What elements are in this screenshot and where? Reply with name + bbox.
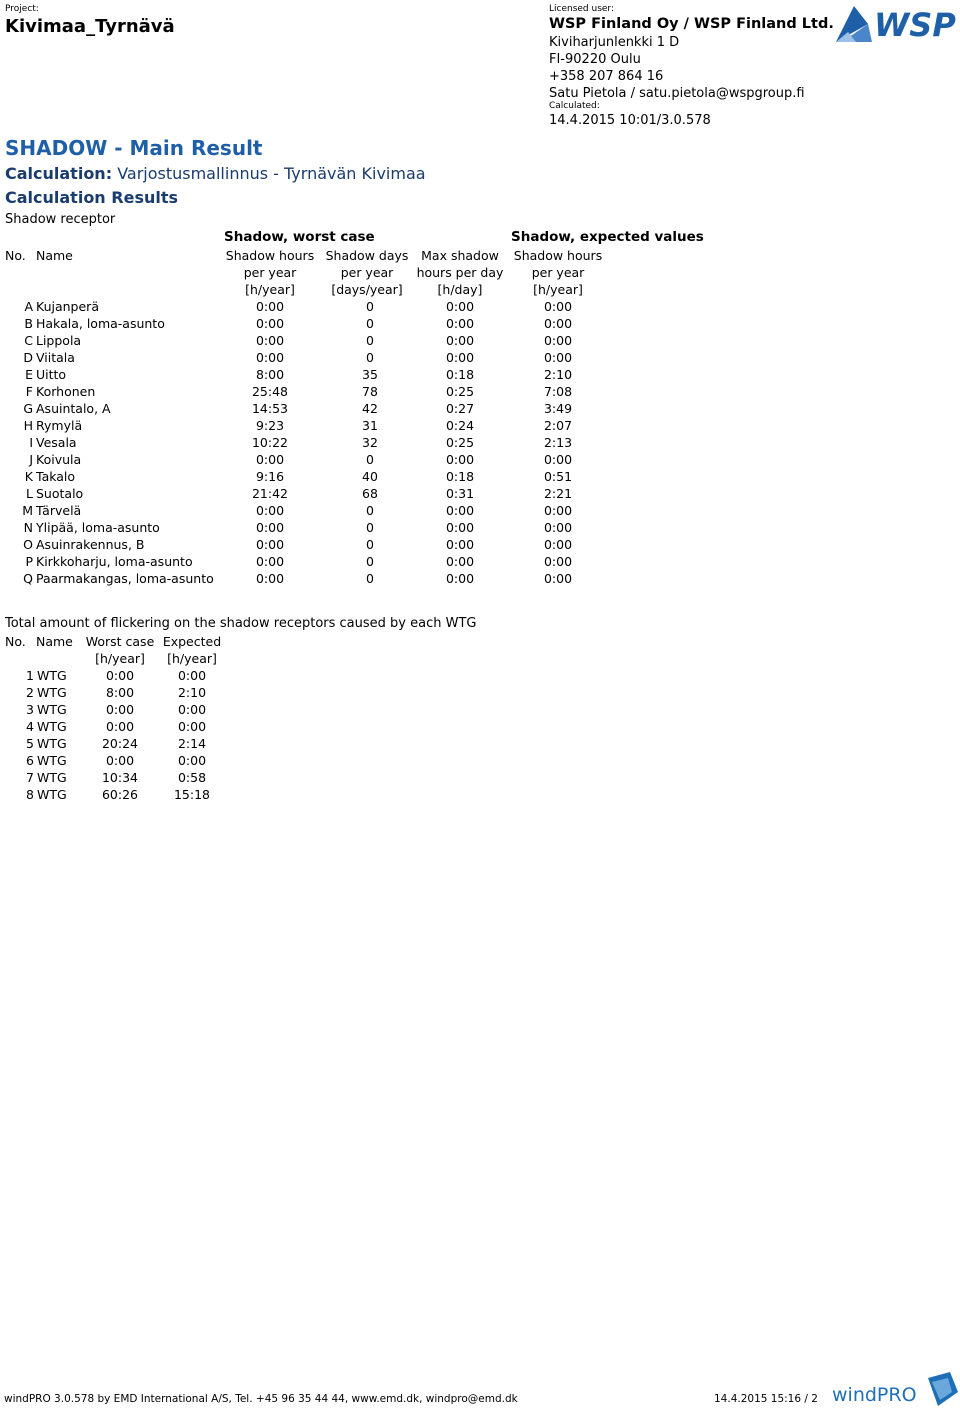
wtg-name: WTG — [37, 685, 67, 700]
table-row — [0, 332, 960, 349]
wtg-no: 8 — [26, 787, 34, 802]
receptor-name: Kirkkoharju, loma-asunto — [36, 554, 193, 569]
receptor-no: L — [26, 486, 33, 501]
receptor-name: Rymylä — [36, 418, 83, 433]
col-name-header: Name — [36, 248, 73, 263]
shadow-hours: 14:53 — [251, 401, 289, 416]
wtg-table-header — [0, 633, 400, 650]
shadow-days: 0 — [366, 452, 374, 467]
shadow-hours: 0:00 — [255, 350, 285, 365]
table-row — [0, 434, 960, 451]
shadow-days: 0 — [366, 299, 374, 314]
expected-hours: 0:00 — [543, 571, 573, 586]
col-days-header-2: per year — [340, 265, 394, 280]
calculation-line — [5, 164, 426, 183]
table-row — [0, 786, 400, 803]
wtg-name: WTG — [37, 770, 67, 785]
receptor-name: Korhonen — [36, 384, 96, 399]
receptor-name: Viitala — [36, 350, 75, 365]
table-row — [0, 451, 960, 468]
receptor-no: D — [23, 350, 33, 365]
receptor-name: Koivula — [36, 452, 82, 467]
wtg-no: 2 — [26, 685, 34, 700]
receptor-no: O — [23, 537, 33, 552]
max-shadow: 0:00 — [445, 333, 475, 348]
max-shadow: 0:00 — [445, 503, 475, 518]
wtg-no: 5 — [26, 736, 34, 751]
receptor-name: Vesala — [36, 435, 77, 450]
expected-hours: 0:00 — [543, 452, 573, 467]
results-heading: Calculation Results — [5, 188, 179, 207]
footer-right: 14.4.2015 15:16 / 2 — [714, 1393, 818, 1405]
max-shadow: 0:25 — [445, 435, 475, 450]
receptor-name: Asuintalo, A — [36, 401, 111, 416]
shadow-hours: 0:00 — [255, 537, 285, 552]
wtg-expected: 0:00 — [177, 719, 207, 734]
wtg-name: WTG — [37, 702, 67, 717]
table-row — [0, 667, 400, 684]
receptor-name: Hakala, loma-asunto — [36, 316, 165, 331]
receptor-name: Takalo — [36, 469, 76, 484]
expected-hours: 2:13 — [543, 435, 573, 450]
table-row — [0, 519, 960, 536]
shadow-days: 0 — [366, 554, 374, 569]
wtg-worst: 60:26 — [101, 787, 139, 802]
wtg-name: WTG — [37, 736, 67, 751]
shadow-days: 0 — [366, 503, 374, 518]
project-name: Kivimaa_Tyrnävä — [5, 16, 175, 37]
expected-hours: 2:07 — [543, 418, 573, 433]
expected-hours: 0:00 — [543, 350, 573, 365]
receptor-name: Tärvelä — [36, 503, 82, 518]
receptor-no: J — [29, 452, 33, 467]
licensed-label: Licensed user: — [549, 4, 615, 14]
calculation-name: Varjostusmallinnus - Tyrnävän Kivimaa — [117, 164, 426, 183]
shadow-days: 32 — [362, 435, 378, 450]
shadow-hours: 9:23 — [255, 418, 285, 433]
wtg-name: WTG — [37, 719, 67, 734]
table-row — [0, 553, 960, 570]
wtg-expected: 0:58 — [177, 770, 207, 785]
wtg-worst: 0:00 — [105, 702, 135, 717]
max-shadow: 0:00 — [445, 520, 475, 535]
receptor-no: A — [24, 299, 33, 314]
footer-left: windPRO 3.0.578 by EMD International A/S, Tel. +45 96 35 44 44, www.emd.dk, windpro@emd.dk — [4, 1393, 518, 1405]
receptor-no: H — [23, 418, 33, 433]
phone: +358 207 864 16 — [549, 69, 664, 84]
table-row — [0, 718, 400, 735]
table-row — [0, 502, 960, 519]
col-days-header-1: Shadow days — [325, 248, 409, 263]
expected-hours: 3:49 — [543, 401, 573, 416]
expected-hours: 7:08 — [543, 384, 573, 399]
wtg-expected: 0:00 — [177, 753, 207, 768]
wsp-logo-text: WSP — [874, 6, 956, 44]
col-hours-header-1: Shadow hours — [225, 248, 315, 263]
wtg-no: 7 — [26, 770, 34, 785]
project-label: Project: — [5, 4, 39, 14]
receptor-name: Uitto — [36, 367, 67, 382]
shadow-hours: 25:48 — [251, 384, 289, 399]
max-shadow: 0:00 — [445, 452, 475, 467]
shadow-days: 0 — [366, 350, 374, 365]
shadow-days: 0 — [366, 571, 374, 586]
wtg-heading: Total amount of flickering on the shadow receptors caused by each WTG — [5, 616, 477, 631]
shadow-hours: 10:22 — [251, 435, 289, 450]
receptor-no: K — [24, 469, 33, 484]
calculated-label: Calculated: — [549, 101, 600, 111]
shadow-hours: 8:00 — [255, 367, 285, 382]
max-shadow: 0:00 — [445, 350, 475, 365]
receptor-no: G — [23, 401, 33, 416]
wtg-worst: 20:24 — [101, 736, 139, 751]
max-shadow: 0:00 — [445, 316, 475, 331]
col-max-header-1: Max shadow — [421, 248, 499, 263]
expected-hours: 0:00 — [543, 520, 573, 535]
shadow-days: 0 — [366, 520, 374, 535]
expected-hours: 0:00 — [543, 316, 573, 331]
col-no-header: No. — [5, 248, 26, 263]
address-line-1: Kiviharjunlenkki 1 D — [549, 35, 680, 50]
wtg-col-expected-header: Expected — [162, 634, 222, 649]
expected-hours: 2:10 — [543, 367, 573, 382]
max-shadow: 0:18 — [445, 367, 475, 382]
wtg-col-worst-header: Worst case — [85, 634, 155, 649]
shadow-days: 78 — [362, 384, 378, 399]
shadow-hours: 21:42 — [251, 486, 289, 501]
receptor-no: E — [25, 367, 33, 382]
wsp-logo — [834, 4, 956, 44]
receptor-name: Asuinrakennus, B — [36, 537, 145, 552]
expected-hours: 0:00 — [543, 537, 573, 552]
calculated-value: 14.4.2015 10:01/3.0.578 — [549, 113, 711, 128]
wtg-no: 1 — [26, 668, 34, 683]
shadow-days: 68 — [362, 486, 378, 501]
col-max-unit: [h/day] — [437, 282, 483, 297]
max-shadow: 0:31 — [445, 486, 475, 501]
max-shadow: 0:18 — [445, 469, 475, 484]
max-shadow: 0:00 — [445, 571, 475, 586]
max-shadow: 0:00 — [445, 537, 475, 552]
max-shadow: 0:25 — [445, 384, 475, 399]
receptor-no: P — [25, 554, 33, 569]
wtg-worst: 0:00 — [105, 719, 135, 734]
wtg-no: 6 — [26, 753, 34, 768]
wtg-expected: 2:10 — [177, 685, 207, 700]
receptor-name: Kujanperä — [36, 299, 99, 314]
shadow-hours: 9:16 — [255, 469, 285, 484]
max-shadow: 0:00 — [445, 299, 475, 314]
shadow-hours: 0:00 — [255, 333, 285, 348]
shadow-days: 0 — [366, 316, 374, 331]
company-name: WSP Finland Oy / WSP Finland Ltd. — [549, 16, 834, 32]
wtg-expected: 2:14 — [177, 736, 207, 751]
contact: Satu Pietola / satu.pietola@wspgroup.fi — [549, 86, 805, 101]
table-row — [0, 417, 960, 434]
table-row — [0, 315, 960, 332]
wtg-worst: 10:34 — [101, 770, 139, 785]
receptor-no: N — [23, 520, 33, 535]
receptor-no: B — [24, 316, 33, 331]
receptor-no: C — [24, 333, 33, 348]
receptor-no: Q — [23, 571, 33, 586]
table-row — [0, 366, 960, 383]
shadow-days: 31 — [362, 418, 378, 433]
shadow-hours: 0:00 — [255, 452, 285, 467]
table-row — [0, 349, 960, 366]
shadow-days: 35 — [362, 367, 378, 382]
main-title: SHADOW - Main Result — [5, 136, 263, 160]
table-row — [0, 468, 960, 485]
max-shadow: 0:24 — [445, 418, 475, 433]
wtg-table-units — [0, 650, 400, 667]
wtg-worst: 0:00 — [105, 668, 135, 683]
wtg-no: 4 — [26, 719, 34, 734]
table-row — [0, 769, 400, 786]
group-expected-heading: Shadow, expected values — [511, 229, 704, 245]
group-worst-heading: Shadow, worst case — [224, 229, 375, 245]
table-row — [0, 570, 960, 587]
col-expected-header-1: Shadow hours — [513, 248, 603, 263]
table-row — [0, 735, 400, 752]
address-line-2: FI-90220 Oulu — [549, 52, 641, 67]
table-row — [0, 383, 960, 400]
max-shadow: 0:27 — [445, 401, 475, 416]
wtg-worst: 0:00 — [105, 753, 135, 768]
expected-hours: 2:21 — [543, 486, 573, 501]
shadow-days: 0 — [366, 537, 374, 552]
shadow-days: 40 — [362, 469, 378, 484]
wtg-col-worst-unit: [h/year] — [95, 651, 145, 666]
shadow-hours: 0:00 — [255, 554, 285, 569]
wtg-expected: 0:00 — [177, 702, 207, 717]
table-row — [0, 400, 960, 417]
receptor-name: Suotalo — [36, 486, 84, 501]
calculation-label: Calculation: — [5, 164, 113, 183]
col-expected-header-2: per year — [531, 265, 585, 280]
max-shadow: 0:00 — [445, 554, 475, 569]
col-expected-unit: [h/year] — [533, 282, 583, 297]
shadow-hours: 0:00 — [255, 571, 285, 586]
receptor-heading: Shadow receptor — [5, 212, 116, 227]
receptor-name: Ylipää, loma-asunto — [36, 520, 160, 535]
wtg-name: WTG — [37, 753, 67, 768]
table-row — [0, 752, 400, 769]
expected-hours: 0:00 — [543, 299, 573, 314]
receptor-name: Paarmakangas, loma-asunto — [36, 571, 214, 586]
wtg-worst: 8:00 — [105, 685, 135, 700]
shadow-hours: 0:00 — [255, 316, 285, 331]
col-max-header-2: hours per day — [416, 265, 504, 280]
shadow-days: 42 — [362, 401, 378, 416]
wtg-col-name-header: Name — [36, 634, 73, 649]
col-hours-unit: [h/year] — [245, 282, 295, 297]
receptor-no: I — [29, 435, 33, 450]
windpro-logo-text: windPRO — [832, 1384, 917, 1406]
wtg-col-expected-unit: [h/year] — [167, 651, 217, 666]
col-days-unit: [days/year] — [331, 282, 403, 297]
table-row — [0, 298, 960, 315]
expected-hours: 0:00 — [543, 333, 573, 348]
shadow-hours: 0:00 — [255, 299, 285, 314]
table-row — [0, 536, 960, 553]
table-row — [0, 485, 960, 502]
shadow-hours: 0:00 — [255, 503, 285, 518]
shadow-hours: 0:00 — [255, 520, 285, 535]
wtg-name: WTG — [37, 787, 67, 802]
table-row — [0, 701, 400, 718]
wtg-no: 3 — [26, 702, 34, 717]
wtg-name: WTG — [37, 668, 67, 683]
windpro-logo — [832, 1372, 960, 1408]
wtg-expected: 0:00 — [177, 668, 207, 683]
receptor-no: F — [25, 384, 33, 399]
expected-hours: 0:51 — [543, 469, 573, 484]
expected-hours: 0:00 — [543, 554, 573, 569]
shadow-days: 0 — [366, 333, 374, 348]
receptor-name: Lippola — [36, 333, 82, 348]
wtg-expected: 15:18 — [173, 787, 211, 802]
col-hours-header-2: per year — [243, 265, 297, 280]
wtg-col-no-header: No. — [5, 634, 26, 649]
table-row — [0, 684, 400, 701]
receptor-no: M — [22, 503, 33, 518]
expected-hours: 0:00 — [543, 503, 573, 518]
